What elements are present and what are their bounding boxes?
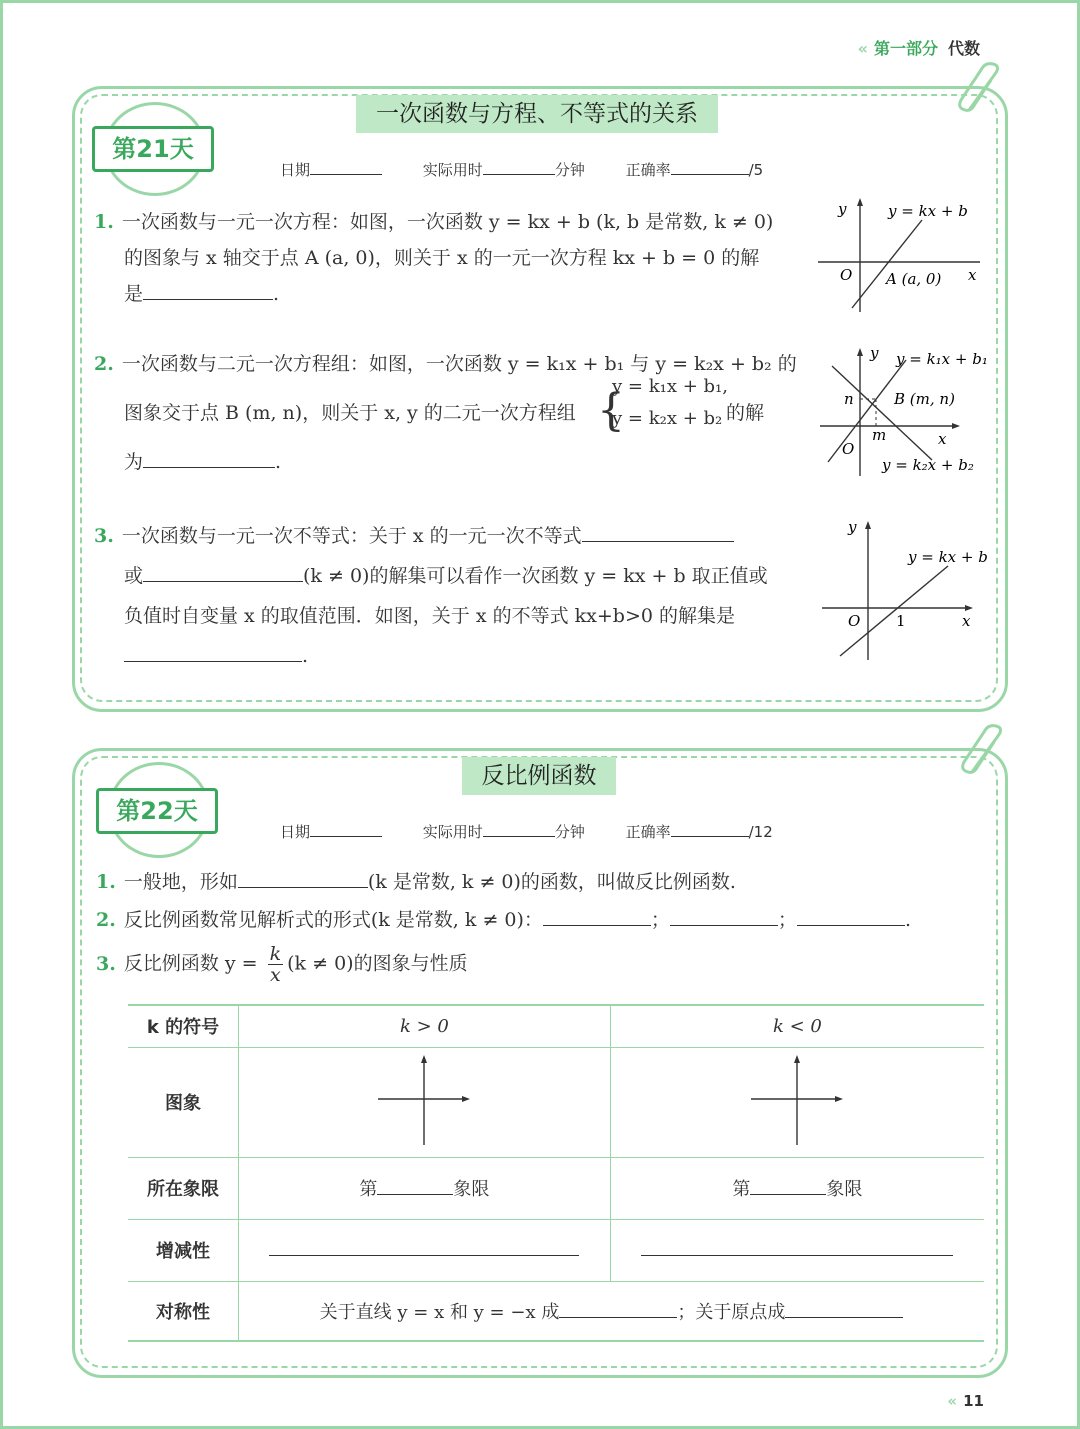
- question-text: (k ≠ 0)的解集可以看作一次函数 y = kx + b 取正值或: [303, 565, 768, 587]
- time-label: 实际用时: [422, 161, 483, 179]
- point-a-label: A (a, 0): [886, 270, 942, 288]
- question-text: 或: [124, 565, 144, 587]
- question-text: ；: [777, 909, 797, 931]
- answer-blank[interactable]: [124, 645, 302, 662]
- graph-cell-negative[interactable]: [610, 1047, 984, 1157]
- question-number: 1.: [96, 871, 116, 893]
- question-text: 一般地，形如: [123, 871, 238, 893]
- y-axis-arrow: [865, 521, 871, 529]
- system-eq-2: y = k₂x + b₂: [612, 408, 723, 429]
- time-field[interactable]: [483, 820, 555, 837]
- answer-blank[interactable]: [377, 1178, 453, 1195]
- tick-one-label: 1: [896, 612, 906, 630]
- day21-question-1: [94, 204, 814, 312]
- monotonic-label: 增减性: [128, 1219, 239, 1281]
- table-row: [128, 1219, 984, 1281]
- question-text: 一次函数与一元一次方程：如图，一次函数 y = kx + b (k, b 是常数, k ≠ 0): [121, 211, 774, 233]
- question-text: 图象交于点 B (m, n)，则关于 x, y 的二元一次方程组: [124, 402, 576, 424]
- answer-blank[interactable]: [670, 909, 778, 926]
- quadrant-pre: 第: [732, 1179, 751, 1200]
- origin-label: O: [840, 266, 853, 284]
- x-label: x: [938, 430, 947, 448]
- fraction-numerator: k: [269, 943, 282, 965]
- line-kx-b: [840, 566, 948, 656]
- answer-blank[interactable]: [641, 1239, 953, 1256]
- symmetry-label: 对称性: [128, 1281, 239, 1341]
- header-k-sign: k 的符号: [128, 1005, 239, 1047]
- point-b-label: B (m, n): [894, 390, 955, 408]
- y-label: y: [870, 344, 879, 362]
- question-text: .: [275, 451, 282, 473]
- question-text: .: [904, 909, 911, 931]
- day21-question-2: [94, 346, 814, 480]
- line-1: [828, 360, 906, 462]
- day22-meta: [280, 820, 773, 842]
- question-text: 一次函数与二元一次方程组：如图，一次函数 y = k₁x + b₁ 与 y = k₂x + b₂ 的: [121, 353, 797, 375]
- question-number: 2.: [96, 909, 116, 931]
- accuracy-label: 正确率: [625, 161, 671, 179]
- section-header: [858, 36, 980, 59]
- question-text: (k ≠ 0)的图象与性质: [287, 952, 468, 975]
- header-k-negative: k < 0: [610, 1005, 984, 1047]
- m-label: m: [872, 426, 887, 444]
- answer-blank[interactable]: [797, 909, 905, 926]
- answer-blank[interactable]: [238, 871, 368, 888]
- answer-blank[interactable]: [582, 525, 734, 542]
- quadrant-post: 象限: [826, 1179, 863, 1200]
- properties-table: [128, 1004, 984, 1342]
- origin-label: O: [848, 612, 861, 630]
- answer-blank[interactable]: [143, 451, 275, 468]
- answer-blank[interactable]: [543, 909, 651, 926]
- accuracy-total: /12: [748, 823, 773, 841]
- quadrant-pre: 第: [359, 1179, 378, 1200]
- line-kx-b: [852, 220, 922, 308]
- y-axis-arrow: [857, 348, 863, 356]
- symmetry-pre: 关于直线 y = x 和 y = −x 成: [319, 1301, 560, 1323]
- day22-question-1: [96, 864, 966, 900]
- day21-badge: 第21天: [92, 126, 214, 172]
- question-text: (k 是常数, k ≠ 0)的函数，叫做反比例函数.: [367, 871, 736, 893]
- x-label: x: [962, 612, 971, 630]
- time-unit: 分钟: [554, 161, 585, 179]
- question-text: 一次函数与一元一次不等式：关于 x 的一元一次不等式: [121, 525, 582, 547]
- header-k-positive: k > 0: [239, 1005, 611, 1047]
- accuracy-label: 正确率: [625, 823, 671, 841]
- time-unit: 分钟: [554, 823, 585, 841]
- figure-1-line-graph: [818, 196, 988, 316]
- header-arrows: «: [857, 39, 868, 58]
- n-label: n: [844, 390, 854, 408]
- page-arrow-icon: «: [947, 1392, 958, 1410]
- question-number: 1.: [94, 211, 114, 233]
- answer-blank[interactable]: [750, 1178, 826, 1195]
- fraction-denominator: x: [270, 964, 281, 986]
- answer-blank[interactable]: [269, 1239, 579, 1256]
- x-axis-arrow: [965, 605, 973, 611]
- day22-question-3: [96, 944, 796, 988]
- system-eq-1: y = k₁x + b₁,: [612, 376, 728, 397]
- question-number: 2.: [94, 353, 114, 375]
- question-text: 的解: [726, 402, 765, 424]
- origin-label: O: [842, 440, 855, 458]
- table-row: [128, 1047, 984, 1157]
- quadrant-label: 所在象限: [128, 1157, 239, 1219]
- answer-blank[interactable]: [143, 565, 303, 582]
- accuracy-total: /5: [748, 161, 764, 179]
- date-label: 日期: [280, 823, 311, 841]
- question-text: .: [302, 645, 309, 667]
- time-label: 实际用时: [422, 823, 483, 841]
- day22-title: 反比例函数: [462, 757, 616, 795]
- y-axis-arrow: [857, 198, 863, 206]
- question-text: 负值时自变量 x 的取值范围．如图，关于 x 的不等式 kx+b>0 的解集是: [124, 605, 735, 627]
- page-number: 11: [963, 1392, 984, 1410]
- question-text: 的图象与 x 轴交于点 A (a, 0)，则关于 x 的一元一次方程 kx + b = 0 的解: [124, 247, 760, 269]
- symmetry-mid: ；关于原点成: [677, 1301, 786, 1323]
- date-field[interactable]: [310, 820, 382, 837]
- table-row: [128, 1281, 984, 1341]
- day21-meta: [280, 158, 763, 180]
- equation-label: y = kx + b: [888, 202, 968, 220]
- graph-cell-positive[interactable]: [239, 1047, 611, 1157]
- question-text: 反比例函数 y =: [123, 952, 258, 975]
- figure-2-intersection-graph: [818, 340, 988, 480]
- equation-label: y = kx + b: [908, 548, 988, 566]
- x-axis-arrow: [952, 423, 960, 429]
- answer-blank[interactable]: [143, 283, 273, 300]
- equation-2-label: y = k₂x + b₂: [882, 456, 974, 474]
- date-field[interactable]: [310, 158, 382, 175]
- page-number-block: [947, 1392, 984, 1410]
- table-row: [128, 1005, 984, 1047]
- y-label: y: [838, 200, 847, 218]
- date-label: 日期: [280, 161, 311, 179]
- quadrant-post: 象限: [453, 1179, 490, 1200]
- day21-title: 一次函数与方程、不等式的关系: [356, 95, 718, 133]
- time-field[interactable]: [483, 158, 555, 175]
- question-text: 是: [124, 283, 144, 305]
- question-text: .: [273, 283, 280, 305]
- question-number: 3.: [96, 952, 116, 975]
- day22-badge: 第22天: [96, 788, 218, 834]
- question-text: 反比例函数常见解析式的形式(k 是常数, k ≠ 0)：: [123, 909, 543, 931]
- figure-3-inequality-graph: [818, 514, 988, 664]
- accuracy-field[interactable]: [671, 820, 749, 837]
- x-label: x: [968, 266, 977, 284]
- fraction-k-over-x: [268, 944, 284, 985]
- answer-blank[interactable]: [559, 1301, 677, 1318]
- empty-axes-icon: [374, 1053, 474, 1147]
- brace: {: [597, 385, 625, 436]
- header-subject: 代数: [947, 39, 980, 58]
- day21-question-3: [94, 516, 814, 676]
- answer-blank[interactable]: [785, 1301, 903, 1318]
- question-text: 为: [124, 451, 144, 473]
- empty-axes-icon: [747, 1053, 847, 1147]
- question-number: 3.: [94, 525, 114, 547]
- accuracy-field[interactable]: [671, 158, 749, 175]
- y-label: y: [848, 518, 857, 536]
- day22-question-2: [96, 902, 976, 938]
- equation-1-label: y = k₁x + b₁: [896, 350, 988, 368]
- header-part: 第一部分: [873, 39, 938, 58]
- table-row: [128, 1157, 984, 1219]
- graph-label: 图象: [128, 1047, 239, 1157]
- question-text: ；: [650, 909, 670, 931]
